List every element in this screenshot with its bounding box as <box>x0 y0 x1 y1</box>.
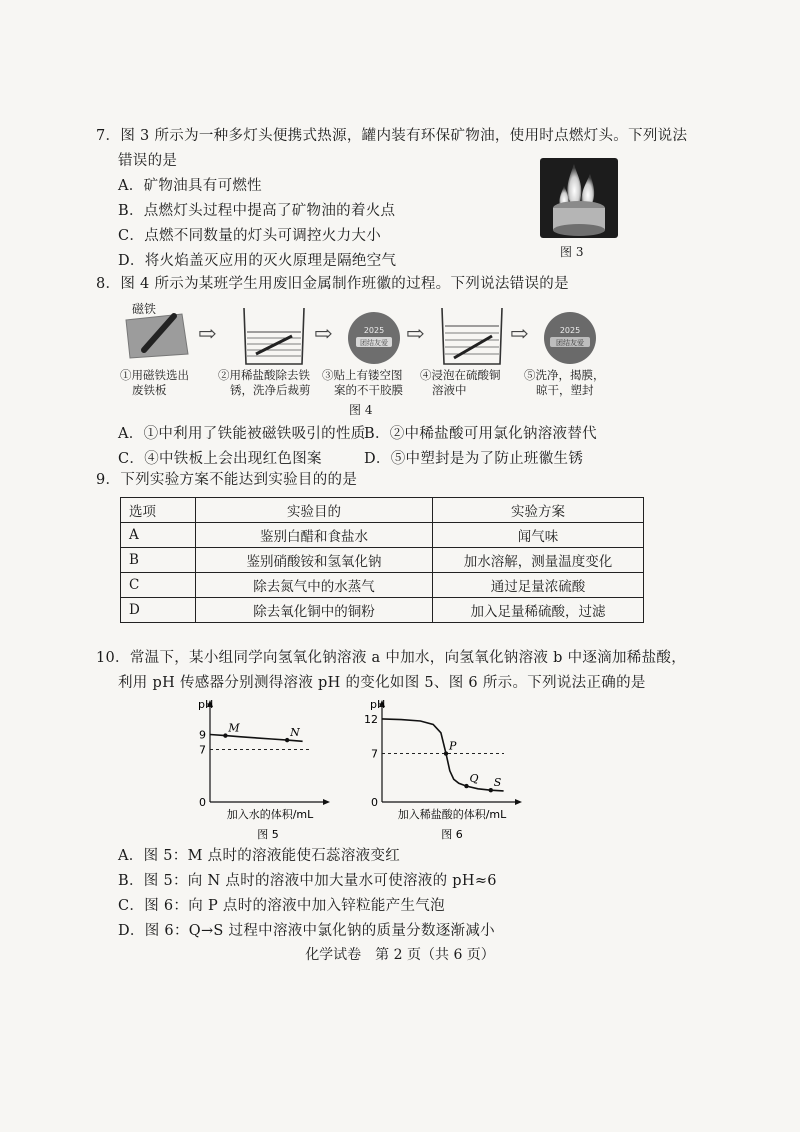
q10-option-c: C．图 6：向 P 点时的溶液中加入锌粒能产生气泡 <box>118 898 445 914</box>
table-row <box>121 573 644 598</box>
point-label: M <box>228 721 240 735</box>
y-tick-label: 0 <box>199 796 206 809</box>
q7-option-d: D．将火焰盖灭应用的灭火原理是隔绝空气 <box>118 253 397 269</box>
x-axis-label: 加入水的体积/mL <box>226 808 314 821</box>
fig4-label: 图 4 <box>349 403 373 417</box>
q10-option-a: A．图 5：M 点时的溶液能使石蕊溶液变红 <box>118 848 401 864</box>
table-cell: 加入足量稀硫酸，过滤 <box>433 598 644 623</box>
ph-curve <box>382 719 504 791</box>
badge-year-text: 2025 <box>363 326 385 335</box>
step5-caption: ⑤洗净，揭膜， 晾干，塑封 <box>524 368 605 397</box>
page-footer: 化学试卷 第 2 页（共 6 页） <box>305 947 495 963</box>
arrow-icon: ⇨ <box>510 322 529 347</box>
q8-option-c: C．④中铁板上会出现红色图案 <box>118 451 322 467</box>
point-label: S <box>493 776 502 790</box>
table-cell: 鉴别白醋和食盐水 <box>196 523 433 548</box>
point-label: P <box>449 739 457 753</box>
table-cell: C <box>121 573 196 598</box>
step1-caption: ①用磁铁选出 废铁板 <box>120 368 189 397</box>
badge-year-text: 2025 <box>559 326 581 335</box>
y-tick-label: 0 <box>371 796 378 809</box>
y-tick-label: 7 <box>371 747 378 761</box>
q10-option-b: B．图 5：向 N 点时的溶液中加大量水可使溶液的 pH≈6 <box>118 873 497 889</box>
x-axis-arrow <box>323 799 330 805</box>
arrow-icon: ⇨ <box>198 322 217 347</box>
q10-stem-line1: 10．常温下，某小组同学向氢氧化钠溶液 a 中加水，向氢氧化钠溶液 b 中逐滴加稀盐酸， <box>96 650 687 666</box>
data-point <box>223 733 227 737</box>
burner-photo <box>540 158 618 238</box>
y-tick-label: 12 <box>364 712 378 726</box>
table-header-row <box>121 498 644 523</box>
q7-stem-line1: 7．图 3 所示为一种多灯头便携式热源，罐内装有环保矿物油，使用时点燃灯头。下列说法 <box>96 128 688 144</box>
q7-option-c: C．点燃不同数量的灯头可调控火力大小 <box>118 228 381 244</box>
arrow-icon: ⇨ <box>314 322 333 347</box>
table-header: 实验方案 <box>433 498 644 523</box>
step2-caption: ②用稀盐酸除去铁 锈，洗净后裁剪 <box>218 368 311 397</box>
q10-stem-line2: 利用 pH 传感器分别测得溶液 pH 的变化如图 5、图 6 所示。下列说法正确的是 <box>118 675 646 691</box>
data-point <box>489 788 493 792</box>
magnet-iron-plate-figure <box>122 310 192 362</box>
step4-caption: ④浸泡在硫酸铜 溶液中 <box>420 368 501 397</box>
q9-table <box>120 497 644 623</box>
q7-option-b: B．点燃灯头过程中提高了矿物油的着火点 <box>118 203 396 219</box>
table-header: 选项 <box>121 498 196 523</box>
table-row <box>121 598 644 623</box>
q8-option-b: B．②中稀盐酸可用氯化钠溶液替代 <box>364 426 597 442</box>
q7-option-a: A．矿物油具有可燃性 <box>118 178 262 194</box>
table-row <box>121 548 644 573</box>
table-cell: 闻气味 <box>433 523 644 548</box>
x-axis-arrow <box>515 799 522 805</box>
badge-with-mask-figure <box>346 310 402 366</box>
point-label: N <box>290 726 300 740</box>
table-header: 实验目的 <box>196 498 433 523</box>
beaker-hcl-figure <box>238 306 310 368</box>
table-cell: 鉴别硝酸铵和氢氧化钠 <box>196 548 433 573</box>
chart-title: 图 6 <box>441 828 463 841</box>
finished-badge-figure <box>542 310 598 366</box>
table-cell: 除去氧化铜中的铜粉 <box>196 598 433 623</box>
table-cell: 除去氮气中的水蒸气 <box>196 573 433 598</box>
table-row <box>121 523 644 548</box>
fig6-chart <box>360 700 530 845</box>
data-point <box>464 784 468 788</box>
q8-option-a: A．①中利用了铁能被磁铁吸引的性质 <box>118 426 366 442</box>
table-cell: 通过足量浓硫酸 <box>433 573 644 598</box>
data-point <box>444 751 448 755</box>
table-cell: B <box>121 548 196 573</box>
beaker-cuso4-figure <box>436 306 508 368</box>
chart-title: 图 5 <box>257 828 279 841</box>
table-cell: D <box>121 598 196 623</box>
q8-stem: 8．图 4 所示为某班学生用废旧金属制作班徽的过程。下列说法错误的是 <box>96 276 569 292</box>
data-point <box>285 738 289 742</box>
fig5-chart <box>190 700 340 845</box>
table-cell: A <box>121 523 196 548</box>
y-axis-label: pH <box>198 700 214 711</box>
arrow-icon: ⇨ <box>406 322 425 347</box>
badge-motto-text: 团结友爱 <box>556 339 584 347</box>
badge-motto-text: 团结友爱 <box>360 339 388 347</box>
y-tick-label: 9 <box>199 728 206 742</box>
fig3-label: 图 3 <box>560 245 584 259</box>
step3-caption: ③贴上有镂空图 案的不干胶膜 <box>322 368 403 397</box>
y-tick-label: 7 <box>199 743 206 757</box>
q8-option-d: D．⑤中塑封是为了防止班徽生锈 <box>364 451 584 467</box>
point-label: Q <box>469 772 479 786</box>
x-axis-label: 加入稀盐酸的体积/mL <box>397 808 507 821</box>
y-axis-label: pH <box>370 700 386 711</box>
table-cell: 加水溶解，测量温度变化 <box>433 548 644 573</box>
q7-stem-line2: 错误的是 <box>118 153 178 169</box>
q10-option-d: D．图 6：Q→S 过程中溶液中氯化钠的质量分数逐渐减小 <box>118 923 495 939</box>
q9-stem: 9．下列实验方案不能达到实验目的的是 <box>96 472 358 488</box>
magnet-label: 磁铁 <box>132 302 157 316</box>
